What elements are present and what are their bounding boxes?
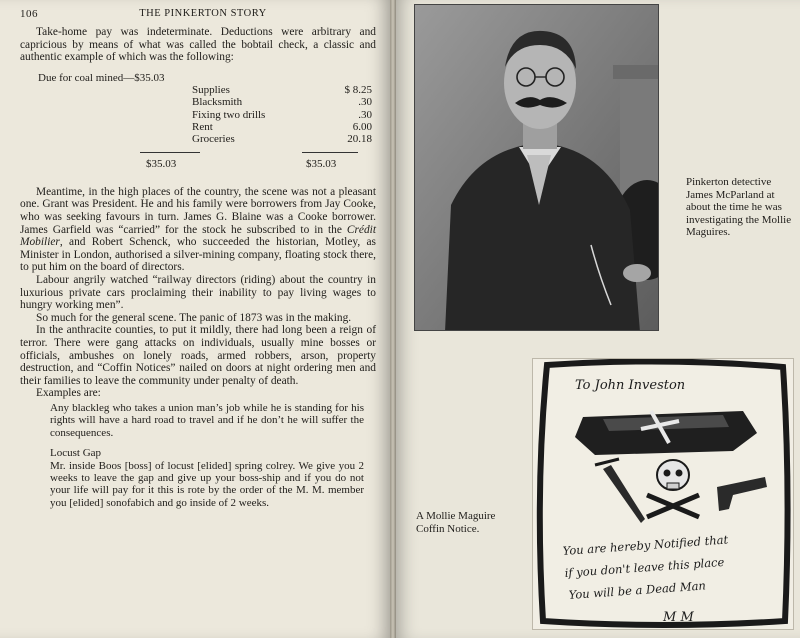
notice-heading-text: To John Investon (575, 378, 686, 393)
example-locust-gap-heading: Locust Gap (50, 447, 102, 460)
ledger-due-label: Due for coal mined—$35.03 (38, 71, 165, 84)
example-blackleg: Any blackleg who takes a union man’s job while he is standing for his rights will have a hard road to travel and if he don’t he will suffer the consequences. (50, 401, 364, 439)
notice-line-1: You are hereby Notified that (562, 532, 729, 558)
ledger-rule-right (302, 152, 358, 153)
paragraph-panic: So much for the general scene. The panic of 1873 was in the making. (36, 311, 352, 324)
ledger-item-amount: $ 8.25 (344, 83, 372, 96)
ledger-item-label: Rent (192, 121, 213, 133)
ledger-row (192, 84, 372, 96)
paragraph-text: Meantime, in the high places of the country, the scene was not a pleasant one. Grant was President. He and his family were borrowers from Jay Cooke, who was seeking favours in turn. James G. Blaine was a Cooke borrower. James Garfield was “carried” for the stock he subscribed to in the (20, 185, 376, 236)
portrait-illustration (415, 5, 659, 331)
paragraph-text: , and Robert Schenck, who succeeded the historian, Motley, as Minister in London, authorised a silver-mining company, floating stock there, to put him on the board of directors. (20, 236, 376, 274)
coffin-notice-drawing (533, 359, 795, 631)
ledger-item-label: Blacksmith (192, 96, 243, 109)
notice-line-3: You will be a Dead Man (568, 578, 707, 602)
right-page (396, 0, 800, 638)
coffin-notice-illustration (532, 358, 794, 630)
ledger-row (192, 133, 372, 145)
ledger-item-label: Fixing two drills (192, 108, 266, 121)
ledger-row (192, 109, 372, 121)
notice-caption: A Mollie Maguire Coffin Notice. (416, 510, 496, 535)
ledger-item-label: Supplies (192, 83, 230, 96)
notice-signature: M M (663, 610, 694, 625)
ledger-total-left: $35.03 (146, 157, 177, 170)
paragraph-high-places (20, 186, 376, 274)
paragraph-examples-intro: Examples are: (36, 387, 101, 400)
ledger-row (192, 96, 372, 108)
mcparland-portrait-photo (414, 4, 659, 331)
ledger-item-label: Groceries (192, 133, 235, 146)
ledger-row (192, 121, 372, 133)
ledger-item-amount: .30 (358, 96, 372, 109)
ledger-item-amount: 20.18 (347, 133, 372, 146)
ledger-item-amount: 6.00 (352, 121, 372, 133)
ledger-rule-left (140, 152, 200, 153)
bobtail-check-ledger (20, 72, 376, 180)
credit-mobilier-italic: Crédit Mobilier (20, 223, 376, 249)
notice-line-2: if you don't leave this place (564, 554, 725, 580)
paragraph-labour: Labour angrily watched “railway directors (riding) about the country in luxurious private cars proclaiming their inability to pay living wages to hungry working men”. (20, 273, 376, 312)
ledger-item-amount: .30 (358, 108, 372, 121)
photo-caption: Pinkerton detective James McParland at about the time he was investigating the Mollie Maguires. (686, 176, 792, 239)
paragraph-bobtail-intro: Take-home pay was indeterminate. Deductions were arbitrary and capricious by means of what was called the bobtail check, a classic and authentic example of which was the following: (20, 26, 376, 64)
paragraph-anthracite: In the anthracite counties, to put it mildly, there had long been a reign of terror. There were gang attacks on individuals, usually mine bosses or officials, ambushes on lonely roads, armed robbers, arson, property destruction, and “Coffin Notices” nailed on doors at night ordering men and their families to leave the community under penalty of death. (20, 324, 376, 387)
left-page (0, 0, 390, 638)
page-number: 106 (20, 8, 38, 20)
example-locust-gap: Mr. inside Boos [boss] of locust [elided] spring colrey. We give you 2 weeks to leave the gap and give up your boss-ship and if you do not your life will pay for it this is rote by the order of the M. M. member you [elided] sonofabich and go inside of 2 weeks. (50, 459, 364, 509)
running-head (20, 8, 376, 20)
ledger-items (192, 84, 372, 146)
running-title: THE PINKERTON STORY (139, 8, 267, 19)
ledger-total-right: $35.03 (306, 157, 337, 170)
examples-block (50, 402, 376, 509)
